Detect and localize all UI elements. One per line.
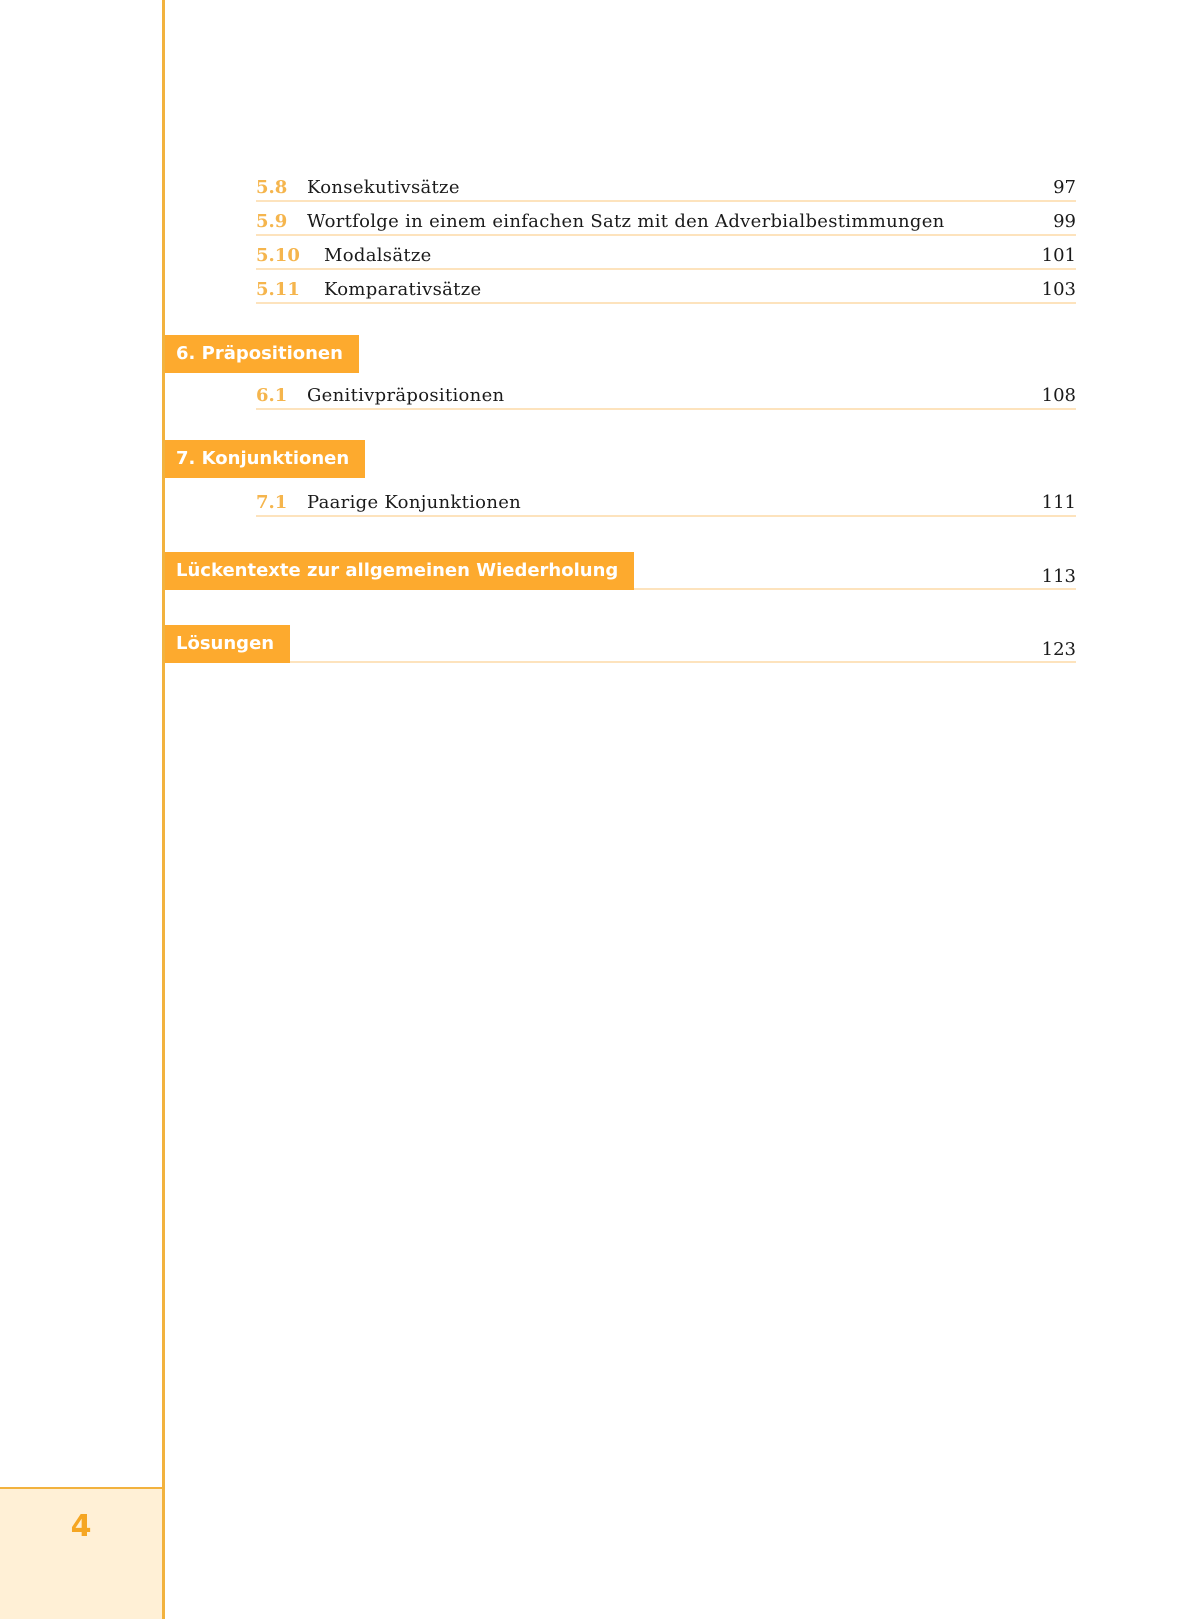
chapter-heading-loesungen[interactable]: Lösungen <box>165 625 290 663</box>
toc-entry-5-11[interactable] <box>256 270 1076 304</box>
toc-entry-number: 6.1 <box>256 385 288 406</box>
toc-entry-number: 5.11 <box>256 279 300 300</box>
toc-entry-page: 99 <box>1053 211 1076 232</box>
toc-entry-5-8[interactable] <box>256 168 1076 202</box>
toc-entry-page: 123 <box>1041 639 1076 660</box>
toc-entry-page: 97 <box>1053 177 1076 198</box>
margin-rule <box>162 0 165 1619</box>
toc-entry-page: 101 <box>1041 245 1076 266</box>
toc-entry-title: Paarige Konjunktionen <box>307 492 522 513</box>
toc-entry-title: Modalsätze <box>324 245 432 266</box>
toc-entry-5-10[interactable] <box>256 236 1076 270</box>
toc-entry-page: 103 <box>1041 279 1076 300</box>
toc-entry-title: Genitivpräpositionen <box>307 385 505 406</box>
page-number: 4 <box>70 1509 92 1544</box>
toc-entry-title: Wortfolge in einem einfachen Satz mit den Adverbialbestimmungen <box>307 211 945 232</box>
toc-entry-page: 108 <box>1041 385 1076 406</box>
toc-entry-number: 5.8 <box>256 177 288 198</box>
toc-entry-loesungen[interactable] <box>165 625 1076 663</box>
chapter-heading-7[interactable]: 7. Konjunktionen <box>165 440 365 478</box>
page-number-box <box>0 1487 162 1619</box>
toc-entry-page: 113 <box>1041 566 1076 587</box>
toc-entry-number: 5.10 <box>256 245 300 266</box>
toc-entry-page: 111 <box>1041 492 1076 513</box>
toc-entry-6-1[interactable] <box>256 376 1076 410</box>
toc-entry-title: Komparativsätze <box>324 279 482 300</box>
chapter-heading-6[interactable]: 6. Präpositionen <box>165 335 359 373</box>
toc-entry-7-1[interactable] <box>256 483 1076 517</box>
toc-entry-5-9[interactable] <box>256 202 1076 236</box>
toc-entry-number: 5.9 <box>256 211 288 232</box>
chapter-heading-lueckentexte[interactable]: Lückentexte zur allgemeinen Wiederholung <box>165 552 634 590</box>
toc-entry-title: Konsekutivsätze <box>307 177 460 198</box>
toc-entry-number: 7.1 <box>256 492 288 513</box>
